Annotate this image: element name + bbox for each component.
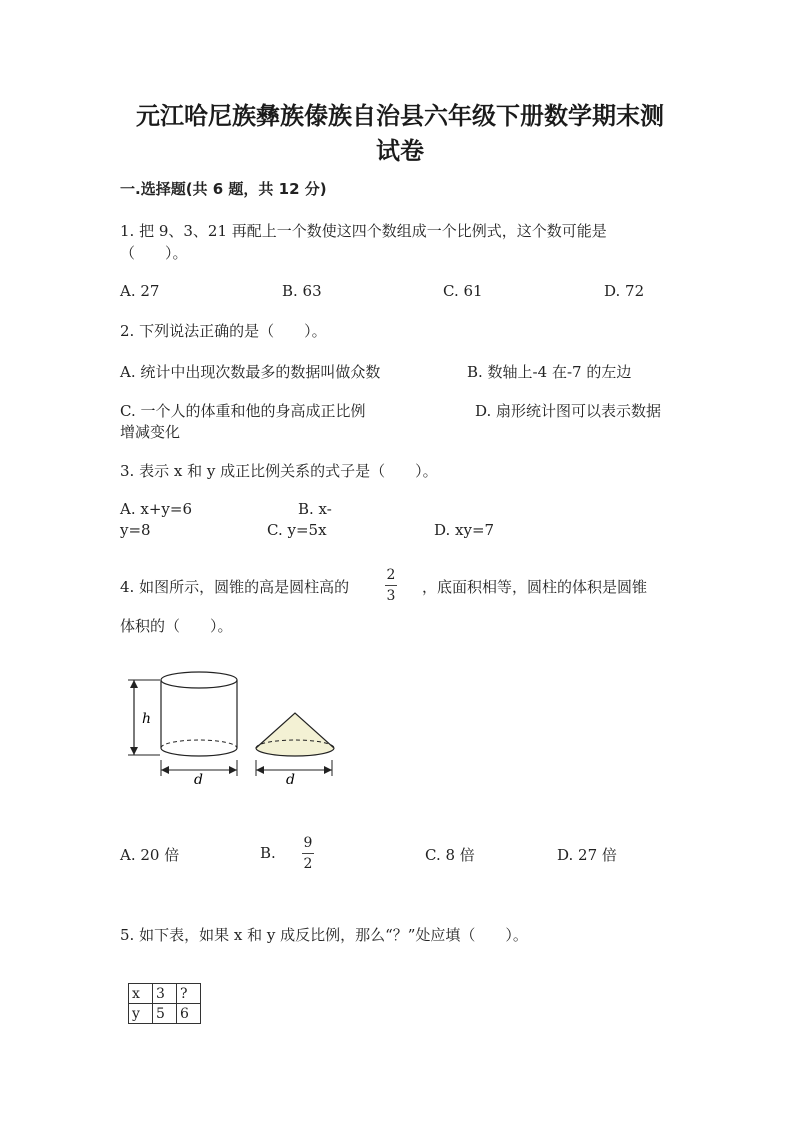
cylinder-d-arrow-right xyxy=(229,766,237,774)
cylinder-d-label: d xyxy=(194,772,203,788)
question-2-option-b: B. 数轴上-4 在-7 的左边 xyxy=(467,363,632,381)
cone-d-label: d xyxy=(286,772,295,788)
question-1-option-a: A. 27 xyxy=(120,282,160,300)
page-title: 元江哈尼族彝族傣族自治县六年级下册数学期末测 xyxy=(136,102,664,130)
question-4-option-b-fraction xyxy=(302,835,314,872)
question-1-option-b: B. 63 xyxy=(282,282,322,300)
question-1-option-d: D. 72 xyxy=(604,282,645,300)
height-label: h xyxy=(142,711,152,727)
table-cell: x xyxy=(129,984,153,1004)
fraction-bar xyxy=(385,585,397,586)
fraction-denominator: 3 xyxy=(386,588,396,604)
table-row xyxy=(129,984,201,1004)
fraction-numerator: 2 xyxy=(386,567,396,583)
table-row xyxy=(129,1004,201,1024)
question-4-text-continued: ，底面积相等，圆柱的体积是圆锥 xyxy=(422,578,648,596)
table-cell: 5 xyxy=(153,1004,177,1024)
question-4-fraction xyxy=(385,567,397,604)
question-5-text: 5. 如下表，如果 x 和 y 成反比例，那么“？”处应填（ ）。 xyxy=(120,926,528,944)
question-4-option-d: D. 27 倍 xyxy=(557,846,617,864)
cylinder-cone-figure xyxy=(120,660,340,790)
question-5-table xyxy=(128,983,201,1024)
question-4-option-a: A. 20 倍 xyxy=(120,846,180,864)
cone-body xyxy=(256,713,334,756)
fraction-bar xyxy=(302,853,314,854)
height-arrow-top xyxy=(130,680,138,688)
question-4-option-b: B. xyxy=(260,844,276,862)
section-heading: 一.选择题(共 6 题，共 12 分) xyxy=(120,180,327,198)
fraction-denominator: 2 xyxy=(303,856,313,872)
question-2-option-a: A. 统计中出现次数最多的数据叫做众数 xyxy=(120,363,381,381)
question-3-option-c: C. y=5x xyxy=(267,521,327,539)
fraction-numerator: 9 xyxy=(303,835,313,851)
table-cell: 3 xyxy=(153,984,177,1004)
question-3-option-d: D. xy=7 xyxy=(434,521,495,539)
question-2-option-c: C. 一个人的体重和他的身高成正比例 xyxy=(120,402,366,420)
page-title-continued: 试卷 xyxy=(376,137,424,165)
question-3-option-b-continued: y=8 xyxy=(120,521,151,539)
cylinder-top-ellipse xyxy=(161,672,237,688)
question-4-text: 4. 如图所示，圆锥的高是圆柱高的 xyxy=(120,578,350,596)
height-arrow-bottom xyxy=(130,747,138,755)
question-3-option-b: B. x- xyxy=(298,500,332,518)
cylinder-bottom-front xyxy=(161,748,237,756)
question-3-option-a: A. x+y=6 xyxy=(120,500,192,518)
table-cell: y xyxy=(129,1004,153,1024)
question-1-option-c: C. 61 xyxy=(443,282,483,300)
question-3-text: 3. 表示 x 和 y 成正比例关系的式子是（ ）。 xyxy=(120,462,438,480)
table-cell: 6 xyxy=(177,1004,201,1024)
cylinder-d-arrow-left xyxy=(161,766,169,774)
question-1-text-continued: （ ）。 xyxy=(120,244,188,262)
cone-d-arrow-right xyxy=(324,766,332,774)
question-2-option-d-continued: 增减变化 xyxy=(120,423,181,441)
question-1-text: 1. 把 9、3、21 再配上一个数使这四个数组成一个比例式，这个数可能是 xyxy=(120,222,607,240)
question-4-option-c: C. 8 倍 xyxy=(425,846,475,864)
cone-d-arrow-left xyxy=(256,766,264,774)
cylinder-bottom-back xyxy=(161,740,237,748)
question-2-option-d: D. 扇形统计图可以表示数据 xyxy=(475,402,662,420)
table-cell: ? xyxy=(177,984,201,1004)
question-4-text-line2: 体积的（ ）。 xyxy=(120,617,233,635)
question-2-text: 2. 下列说法正确的是（ ）。 xyxy=(120,322,327,340)
